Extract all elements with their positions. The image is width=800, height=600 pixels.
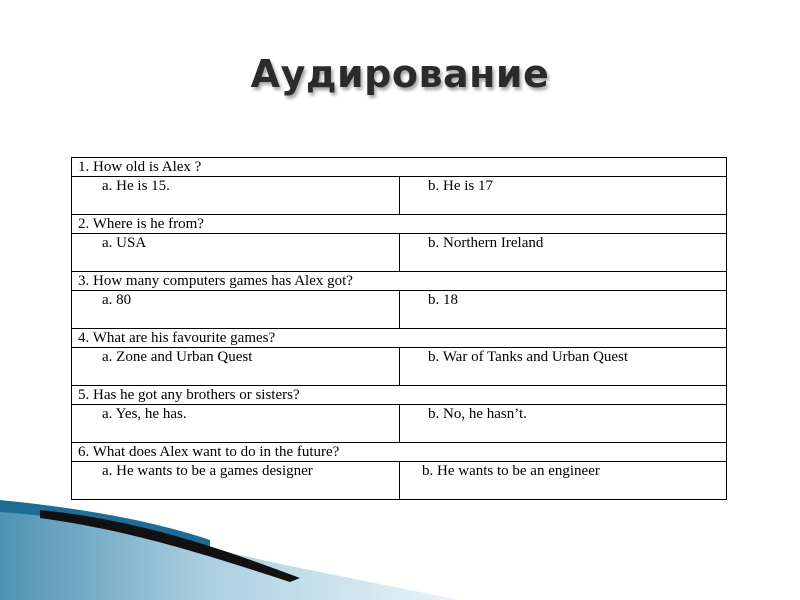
option-a: a. USA [72,234,400,272]
answer-row-3 [72,291,727,329]
option-a: a. 80 [72,291,400,329]
question-text: 4. What are his favourite games? [72,329,727,348]
answer-row-1 [72,177,727,215]
question-row-2 [72,215,727,234]
question-row-6 [72,443,727,462]
option-b: b. War of Tanks and Urban Quest [400,348,727,386]
question-row-3 [72,272,727,291]
slide-title: Аудирование [250,52,550,96]
question-text: 3. How many computers games has Alex got? [72,272,727,291]
option-b: b. Northern Ireland [400,234,727,272]
option-a: a. Yes, he has. [72,405,400,443]
question-row-5 [72,386,727,405]
question-text: 1. How old is Alex ? [72,158,727,177]
answer-row-6 [72,462,727,500]
question-row-4 [72,329,727,348]
option-a: a. Zone and Urban Quest [72,348,400,386]
answer-row-4 [72,348,727,386]
question-text: 5. Has he got any brothers or sisters? [72,386,727,405]
question-text: 2. Where is he from? [72,215,727,234]
option-b: b. He is 17 [400,177,727,215]
listening-quiz-table [71,157,727,500]
option-b: b. No, he hasn’t. [400,405,727,443]
question-text: 6. What does Alex want to do in the future? [72,443,727,462]
option-b: b. 18 [400,291,727,329]
option-a: a. He wants to be a games designer [72,462,400,500]
option-a: a. He is 15. [72,177,400,215]
answer-row-5 [72,405,727,443]
question-row-1 [72,158,727,177]
answer-row-2 [72,234,727,272]
option-b: b. He wants to be an engineer [400,462,727,500]
